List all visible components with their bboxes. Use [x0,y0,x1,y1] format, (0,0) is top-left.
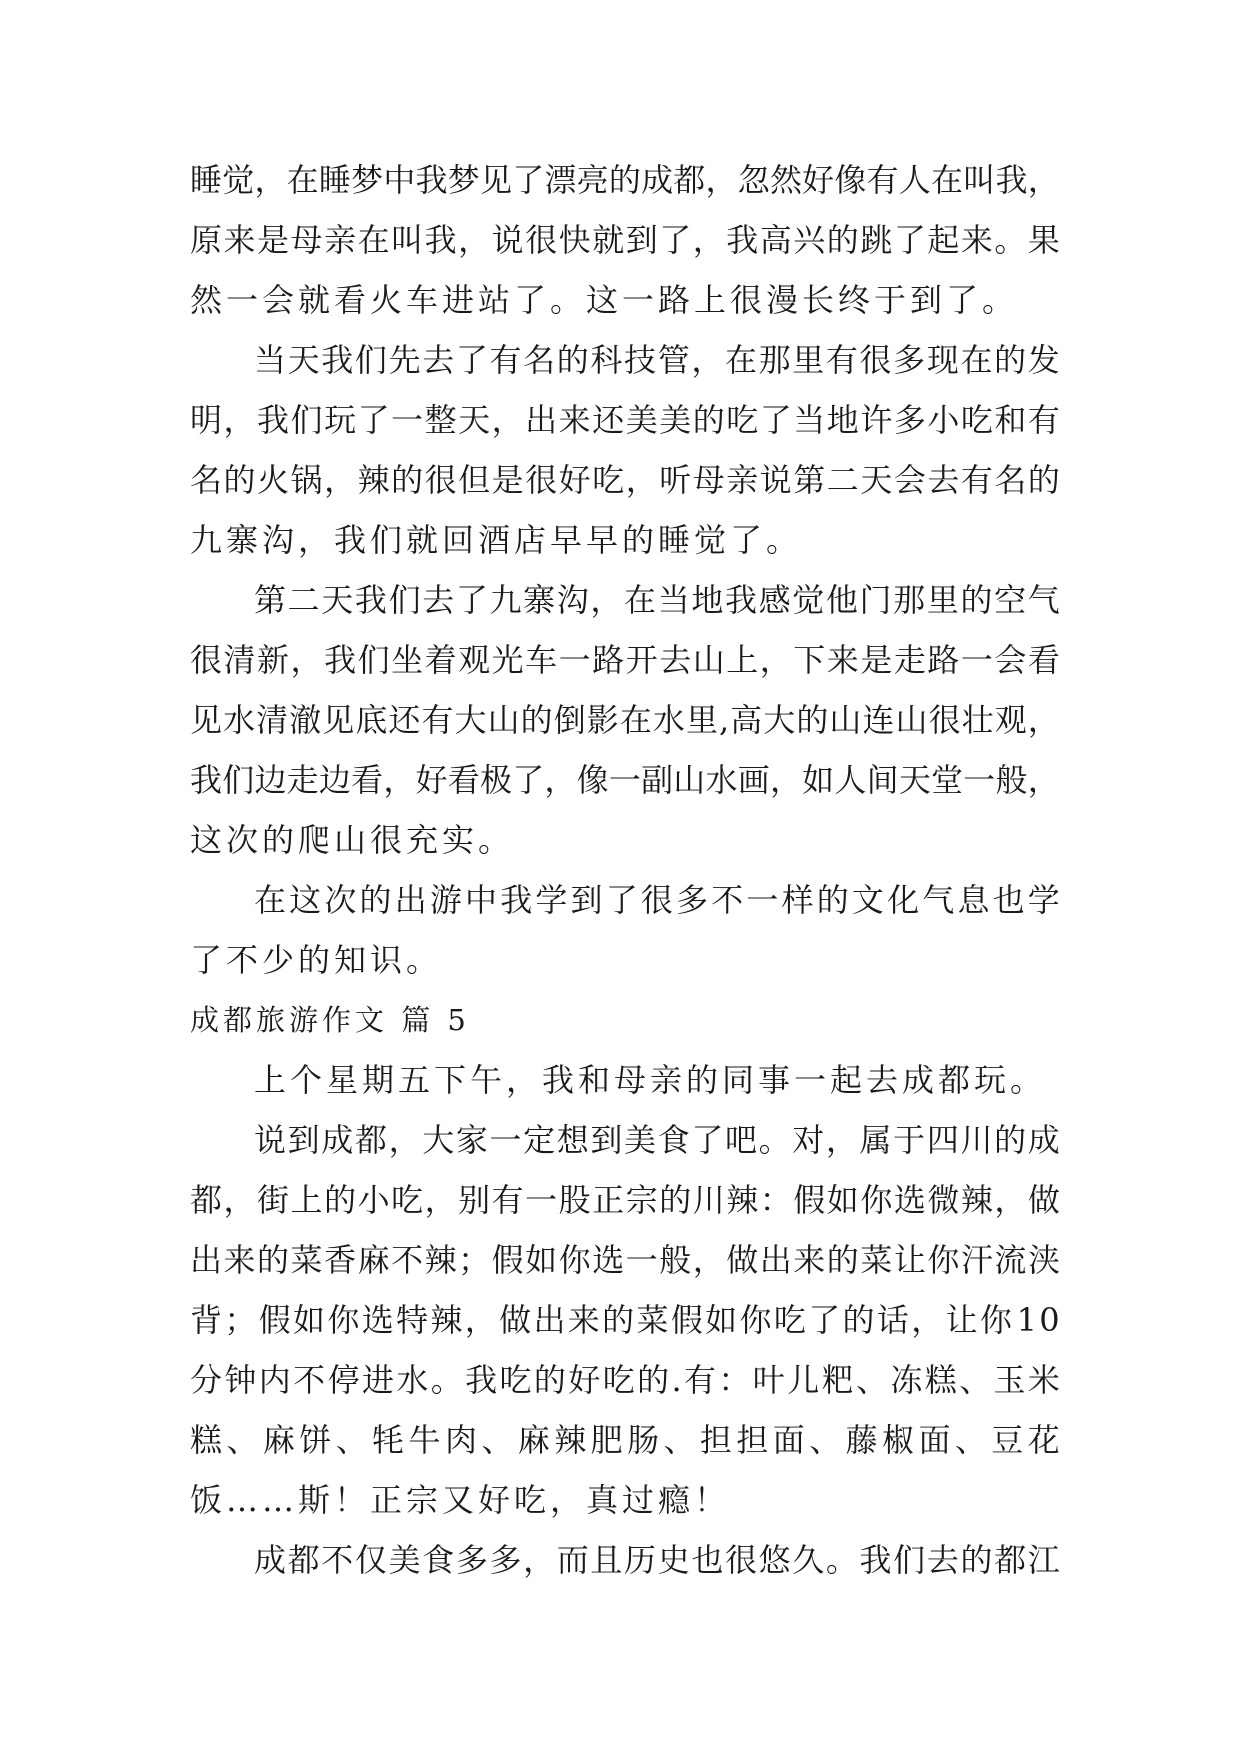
paragraph [190,570,1060,870]
text-line: 原 来 是 母 亲 在 叫 我 ， 说 很 快 就 到 了 ， 我 高 兴 的 跳 了 起 来 。 果 [190,221,1060,259]
paragraph [190,1110,1060,1530]
text-line: 当 天 我 们 先 去 了 有 名 的 科 技 管 ， 在 那 里 有 很 多 现 在 的 发 [254,341,1060,379]
text-line: 然一会就看火车进站了。这一路上很漫长终于到了。 [190,281,1019,319]
document-page [190,150,1060,1590]
text-line: 出 来 的 菜 香 麻 不 辣 ； 假 如 你 选 一 般 ， 做 出 来 的 菜 让 你 汗 流 浃 [190,1241,1060,1279]
text-line: 都 ， 街 上 的 小 吃 ， 别 有 一 股 正 宗 的 川 辣 ： 假 如 你 选 微 辣 ， 做 [190,1181,1060,1219]
paragraph [190,1050,1060,1110]
text-line: 背 ； 假 如 你 选 特 辣 ， 做 出 来 的 菜 假 如 你 吃 了 的 话 ， 让 你 1 0 [190,1301,1060,1339]
text-line: 分 钟 内 不 停 进 水 。 我 吃 的 好 吃 的 . 有 ： 叶 儿 粑 、 冻 糕 、 玉 米 [190,1361,1060,1399]
text-line: 饭……斯！正宗又好吃，真过瘾！ [190,1481,731,1519]
text-line: 第 二 天 我 们 去 了 九 寨 沟 ， 在 当 地 我 感 觉 他 门 那 里 的 空 气 [254,581,1060,619]
section-heading [190,990,1060,1050]
text-line: 见 水 清 澈 见 底 还 有 大 山 的 倒 影 在 水 里 , 高 大 的 山 连 山 很 壮 观 ， [190,701,1060,739]
text-line: 这次的爬山很充实。 [190,821,515,859]
paragraph [190,870,1060,990]
text-line: 名 的 火 锅 ， 辣 的 很 但 是 很 好 吃 ， 听 母 亲 说 第 二 天 会 去 有 名 的 [190,461,1060,499]
text-line: 成 都 不 仅 美 食 多 多 ， 而 且 历 史 也 很 悠 久 。 我 们 去 的 都 江 [254,1541,1060,1579]
text-line: 糕 、 麻 饼 、 牦 牛 肉 、 麻 辣 肥 肠 、 担 担 面 、 藤 椒 面 、 豆 花 [190,1421,1060,1459]
text-line: 九寨沟，我们就回酒店早早的睡觉了。 [190,521,803,559]
text-line: 上个星期五下午，我和母亲的同事一起去成都玩。 [254,1061,1047,1099]
text-line: 了不少的知识。 [190,941,443,979]
text-line: 明 ， 我 们 玩 了 一 整 天 ， 出 来 还 美 美 的 吃 了 当 地 许 多 小 吃 和 有 [190,401,1060,439]
paragraph [190,330,1060,570]
paragraph [190,150,1060,330]
text-line: 说 到 成 都 ， 大 家 一 定 想 到 美 食 了 吧 。 对 ， 属 于 四 川 的 成 [254,1121,1060,1159]
paragraph [190,1530,1060,1590]
text-line: 睡 觉 ， 在 睡 梦 中 我 梦 见 了 漂 亮 的 成 都 ， 忽 然 好 像 有 人 在 叫 我 ， [190,161,1060,199]
text-line: 很 清 新 ， 我 们 坐 着 观 光 车 一 路 开 去 山 上 ， 下 来 是 走 路 一 会 看 [190,641,1060,679]
text-line: 在 这 次 的 出 游 中 我 学 到 了 很 多 不 一 样 的 文 化 气 息 也 学 [254,881,1060,919]
text-line: 成都旅游作文 篇 5 [190,1003,470,1037]
text-line: 我 们 边 走 边 看 ， 好 看 极 了 ， 像 一 副 山 水 画 ， 如 人 间 天 堂 一 般 ， [190,761,1060,799]
